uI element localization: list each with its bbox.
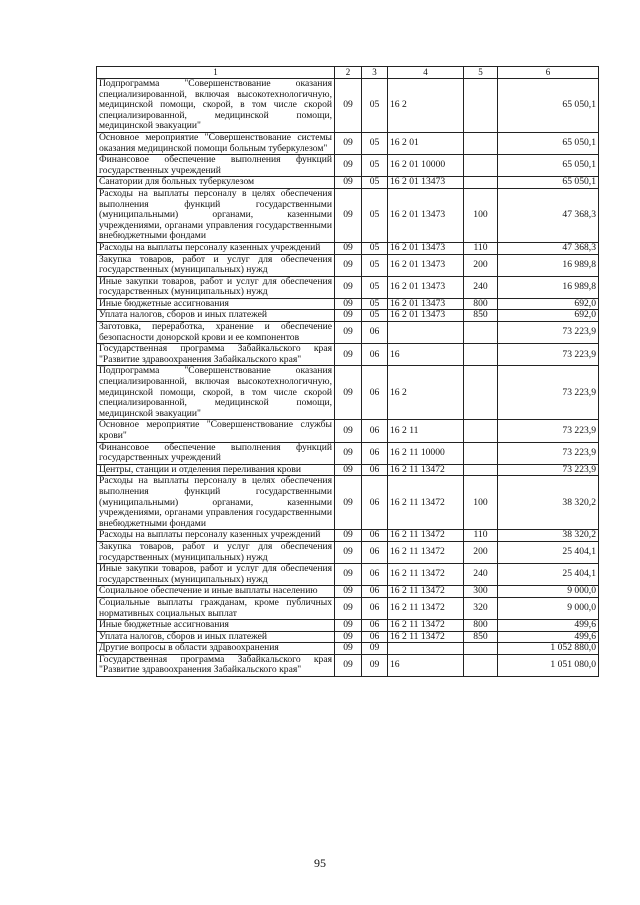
table-row <box>97 464 599 476</box>
cell-subsection: 09 <box>362 654 388 676</box>
cell-section: 09 <box>335 177 362 189</box>
cell-section: 09 <box>335 654 362 676</box>
cell-expense-type <box>464 322 498 344</box>
cell-target-article: 16 2 01 13473 <box>388 242 464 254</box>
cell-expense-name: Расходы на выплаты персоналу в целях обеспечения выполнения функций государственными (муниципальными) органами, казенными учреждениями, органами управления государственными внебюджетными фондами <box>97 476 335 530</box>
cell-section: 09 <box>335 597 362 619</box>
cell-amount: 73 223,9 <box>498 420 599 442</box>
cell-section: 09 <box>335 132 362 154</box>
cell-expense-name: Заготовка, переработка, хранение и обеспечение безопасности донорской крови и ее компонентов <box>97 322 335 344</box>
cell-target-article: 16 2 11 13472 <box>388 564 464 586</box>
cell-subsection: 06 <box>362 366 388 420</box>
table-row <box>97 366 599 420</box>
cell-expense-name: Социальное обеспечение и иные выплаты населению <box>97 586 335 598</box>
cell-expense-type: 110 <box>464 530 498 542</box>
cell-target-article <box>388 643 464 655</box>
cell-expense-name: Финансовое обеспечение выполнения функций государственных учреждений <box>97 442 335 464</box>
cell-subsection: 06 <box>362 464 388 476</box>
cell-subsection: 05 <box>362 79 388 133</box>
cell-section: 09 <box>335 564 362 586</box>
table-row <box>97 242 599 254</box>
cell-expense-name: Иные бюджетные ассигнования <box>97 620 335 632</box>
cell-subsection: 06 <box>362 322 388 344</box>
cell-expense-type: 100 <box>464 188 498 242</box>
cell-expense-name: Социальные выплаты гражданам, кроме публичных нормативных социальных выплат <box>97 597 335 619</box>
table-row <box>97 322 599 344</box>
cell-expense-name: Иные закупки товаров, работ и услуг для обеспечения государственных (муниципальных) нужд <box>97 564 335 586</box>
cell-section: 09 <box>335 586 362 598</box>
cell-target-article <box>388 322 464 344</box>
cell-target-article: 16 2 01 <box>388 132 464 154</box>
cell-target-article: 16 2 01 13473 <box>388 177 464 189</box>
cell-expense-type <box>464 366 498 420</box>
cell-amount: 25 404,1 <box>498 564 599 586</box>
cell-subsection: 06 <box>362 631 388 643</box>
cell-amount: 65 050,1 <box>498 177 599 189</box>
header-col-6: 6 <box>498 67 599 79</box>
cell-target-article: 16 2 11 13472 <box>388 476 464 530</box>
cell-expense-name: Иные закупки товаров, работ и услуг для обеспечения государственных (муниципальных) нужд <box>97 276 335 298</box>
cell-section: 09 <box>335 620 362 632</box>
cell-expense-type <box>464 177 498 189</box>
cell-target-article: 16 2 11 13472 <box>388 541 464 563</box>
cell-amount: 9 000,0 <box>498 597 599 619</box>
cell-target-article: 16 2 <box>388 79 464 133</box>
cell-subsection: 05 <box>362 298 388 310</box>
header-col-4: 4 <box>388 67 464 79</box>
table-row <box>97 132 599 154</box>
cell-expense-type: 850 <box>464 631 498 643</box>
cell-subsection: 05 <box>362 188 388 242</box>
cell-target-article: 16 2 11 13472 <box>388 620 464 632</box>
table-row <box>97 476 599 530</box>
cell-section: 09 <box>335 310 362 322</box>
cell-section: 09 <box>335 298 362 310</box>
cell-subsection: 06 <box>362 564 388 586</box>
cell-expense-name: Иные бюджетные ассигнования <box>97 298 335 310</box>
cell-expense-type <box>464 420 498 442</box>
cell-amount: 692,0 <box>498 310 599 322</box>
table-row <box>97 597 599 619</box>
cell-expense-type: 800 <box>464 620 498 632</box>
cell-expense-type: 100 <box>464 476 498 530</box>
cell-expense-type: 320 <box>464 597 498 619</box>
cell-expense-type <box>464 442 498 464</box>
cell-expense-name: Основное мероприятие "Совершенствование службы крови" <box>97 420 335 442</box>
header-col-2: 2 <box>335 67 362 79</box>
table-row <box>97 654 599 676</box>
cell-expense-name: Закупка товаров, работ и услуг для обеспечения государственных (муниципальных) нужд <box>97 254 335 276</box>
cell-subsection: 06 <box>362 442 388 464</box>
cell-expense-type <box>464 643 498 655</box>
cell-subsection: 09 <box>362 643 388 655</box>
table-row <box>97 344 599 366</box>
table-row <box>97 310 599 322</box>
cell-expense-name: Расходы на выплаты персоналу казенных учреждений <box>97 530 335 542</box>
cell-subsection: 05 <box>362 254 388 276</box>
cell-section: 09 <box>335 631 362 643</box>
cell-target-article: 16 2 11 10000 <box>388 442 464 464</box>
cell-amount: 1 051 080,0 <box>498 654 599 676</box>
cell-target-article: 16 2 01 13473 <box>388 254 464 276</box>
table-header-row <box>97 67 599 79</box>
table-row <box>97 298 599 310</box>
page-number: 95 <box>314 856 326 870</box>
cell-expense-name: Подпрограмма "Совершенствование оказания специализированной, включая высокотехнологичную, медицинской помощи, скорой, в том числе скорой специализированной, медицинской помощи, медицинской эвакуации" <box>97 79 335 133</box>
cell-subsection: 06 <box>362 541 388 563</box>
budget-table <box>96 66 599 677</box>
cell-amount: 73 223,9 <box>498 442 599 464</box>
cell-amount: 16 989,8 <box>498 254 599 276</box>
cell-expense-name: Другие вопросы в области здравоохранения <box>97 643 335 655</box>
table-row <box>97 620 599 632</box>
cell-expense-type: 850 <box>464 310 498 322</box>
cell-section: 09 <box>335 276 362 298</box>
cell-target-article: 16 2 <box>388 366 464 420</box>
cell-expense-type <box>464 155 498 177</box>
cell-section: 09 <box>335 79 362 133</box>
cell-expense-name: Закупка товаров, работ и услуг для обеспечения государственных (муниципальных) нужд <box>97 541 335 563</box>
header-col-5: 5 <box>464 67 498 79</box>
cell-section: 09 <box>335 344 362 366</box>
cell-subsection: 06 <box>362 586 388 598</box>
table-row <box>97 586 599 598</box>
cell-amount: 1 052 880,0 <box>498 643 599 655</box>
cell-section: 09 <box>335 643 362 655</box>
cell-expense-type: 200 <box>464 254 498 276</box>
cell-target-article: 16 2 11 13472 <box>388 530 464 542</box>
cell-target-article: 16 2 11 13472 <box>388 597 464 619</box>
table-row <box>97 79 599 133</box>
table-row <box>97 631 599 643</box>
cell-amount: 73 223,9 <box>498 366 599 420</box>
cell-expense-name: Основное мероприятие "Совершенствование системы оказания медицинской помощи больным туберкулезом" <box>97 132 335 154</box>
cell-subsection: 05 <box>362 177 388 189</box>
cell-subsection: 05 <box>362 132 388 154</box>
cell-expense-type: 240 <box>464 564 498 586</box>
cell-subsection: 06 <box>362 476 388 530</box>
cell-subsection: 06 <box>362 597 388 619</box>
cell-expense-name: Государственная программа Забайкальского края "Развитие здравоохранения Забайкальского края" <box>97 654 335 676</box>
cell-expense-type: 200 <box>464 541 498 563</box>
table-row <box>97 276 599 298</box>
header-col-3: 3 <box>362 67 388 79</box>
table-row <box>97 188 599 242</box>
cell-expense-name: Финансовое обеспечение выполнения функций государственных учреждений <box>97 155 335 177</box>
cell-expense-type: 300 <box>464 586 498 598</box>
cell-section: 09 <box>335 464 362 476</box>
cell-expense-type: 800 <box>464 298 498 310</box>
table-row <box>97 530 599 542</box>
cell-amount: 73 223,9 <box>498 344 599 366</box>
table-row <box>97 155 599 177</box>
cell-amount: 16 989,8 <box>498 276 599 298</box>
cell-target-article: 16 2 01 13473 <box>388 188 464 242</box>
cell-subsection: 06 <box>362 620 388 632</box>
cell-target-article: 16 2 11 <box>388 420 464 442</box>
cell-section: 09 <box>335 541 362 563</box>
cell-target-article: 16 <box>388 654 464 676</box>
cell-amount: 73 223,9 <box>498 464 599 476</box>
cell-subsection: 06 <box>362 420 388 442</box>
cell-section: 09 <box>335 322 362 344</box>
cell-amount: 47 368,3 <box>498 188 599 242</box>
cell-expense-name: Расходы на выплаты персоналу в целях обеспечения выполнения функций государственными (муниципальными) органами, казенными учреждениями, органами управления государственными внебюджетными фондами <box>97 188 335 242</box>
cell-expense-name: Уплата налогов, сборов и иных платежей <box>97 310 335 322</box>
cell-section: 09 <box>335 242 362 254</box>
table-row <box>97 541 599 563</box>
cell-expense-type <box>464 344 498 366</box>
table-row <box>97 643 599 655</box>
cell-section: 09 <box>335 442 362 464</box>
cell-expense-name: Центры, станции и отделения переливания крови <box>97 464 335 476</box>
cell-subsection: 05 <box>362 276 388 298</box>
cell-expense-name: Уплата налогов, сборов и иных платежей <box>97 631 335 643</box>
cell-expense-type <box>464 79 498 133</box>
cell-expense-type: 240 <box>464 276 498 298</box>
cell-target-article: 16 2 11 13472 <box>388 631 464 643</box>
cell-amount: 65 050,1 <box>498 155 599 177</box>
cell-section: 09 <box>335 530 362 542</box>
cell-target-article: 16 2 01 13473 <box>388 298 464 310</box>
cell-amount: 499,6 <box>498 631 599 643</box>
cell-section: 09 <box>335 188 362 242</box>
cell-expense-type <box>464 654 498 676</box>
cell-amount: 692,0 <box>498 298 599 310</box>
cell-expense-name: Санатории для больных туберкулезом <box>97 177 335 189</box>
cell-target-article: 16 2 01 13473 <box>388 310 464 322</box>
cell-target-article: 16 2 11 13472 <box>388 464 464 476</box>
cell-subsection: 06 <box>362 530 388 542</box>
cell-amount: 499,6 <box>498 620 599 632</box>
cell-expense-name: Подпрограмма "Совершенствование оказания специализированной, включая высокотехнологичную, медицинской помощи, скорой, в том числе скорой специализированной, медицинской помощи, медицинской эвакуации" <box>97 366 335 420</box>
cell-amount: 38 320,2 <box>498 476 599 530</box>
table-row <box>97 254 599 276</box>
cell-expense-type <box>464 464 498 476</box>
cell-expense-name: Расходы на выплаты персоналу казенных учреждений <box>97 242 335 254</box>
cell-amount: 25 404,1 <box>498 541 599 563</box>
table-row <box>97 177 599 189</box>
cell-target-article: 16 2 11 13472 <box>388 586 464 598</box>
cell-target-article: 16 <box>388 344 464 366</box>
cell-amount: 9 000,0 <box>498 586 599 598</box>
table-row <box>97 420 599 442</box>
cell-section: 09 <box>335 366 362 420</box>
cell-subsection: 06 <box>362 344 388 366</box>
cell-expense-type: 110 <box>464 242 498 254</box>
cell-amount: 65 050,1 <box>498 132 599 154</box>
cell-subsection: 05 <box>362 155 388 177</box>
cell-amount: 73 223,9 <box>498 322 599 344</box>
cell-section: 09 <box>335 420 362 442</box>
cell-amount: 47 368,3 <box>498 242 599 254</box>
table-row <box>97 442 599 464</box>
table-row <box>97 564 599 586</box>
cell-expense-type <box>464 132 498 154</box>
cell-expense-name: Государственная программа Забайкальского края "Развитие здравоохранения Забайкальского края" <box>97 344 335 366</box>
cell-subsection: 05 <box>362 242 388 254</box>
cell-section: 09 <box>335 155 362 177</box>
cell-target-article: 16 2 01 13473 <box>388 276 464 298</box>
header-col-1: 1 <box>97 67 335 79</box>
cell-amount: 65 050,1 <box>498 79 599 133</box>
cell-target-article: 16 2 01 10000 <box>388 155 464 177</box>
cell-subsection: 05 <box>362 310 388 322</box>
cell-section: 09 <box>335 476 362 530</box>
cell-amount: 38 320,2 <box>498 530 599 542</box>
cell-section: 09 <box>335 254 362 276</box>
